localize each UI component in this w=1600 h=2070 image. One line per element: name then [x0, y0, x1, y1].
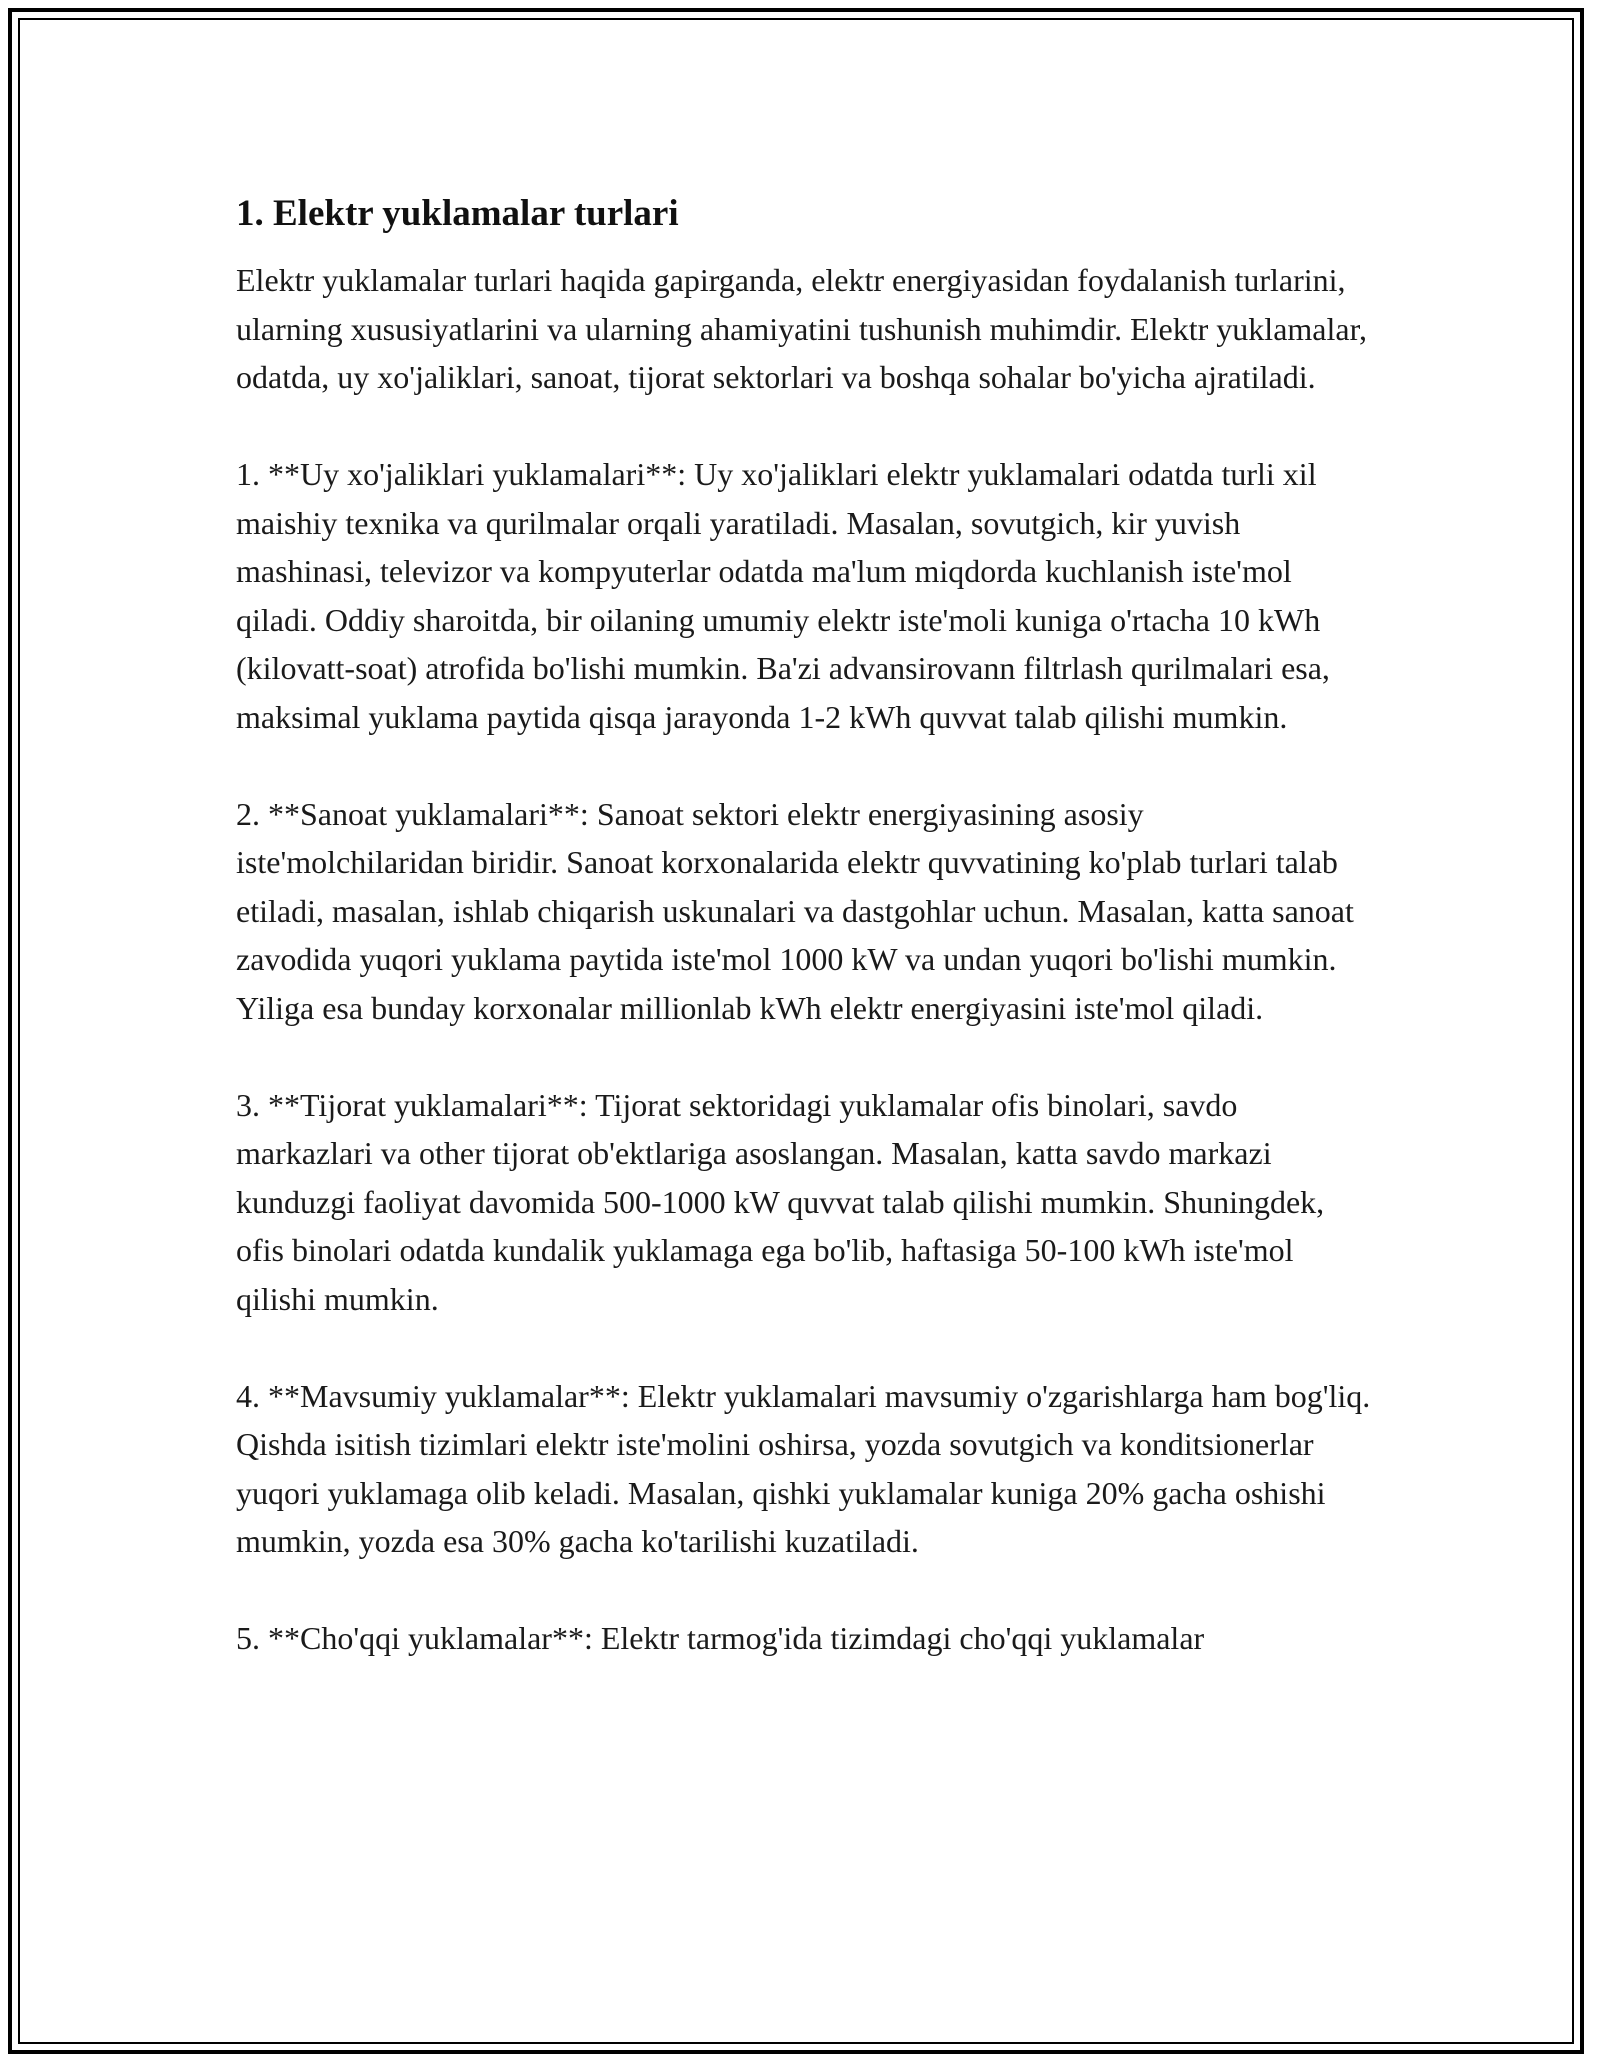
paragraph-household-loads: 1. **Uy xo'jaliklari yuklamalari**: Uy xo'jaliklari elektr yuklamalari odatda turli xil maishiy texnika va qurilmalar orqali yaratiladi. Masalan, sovutgich, kir yuvish mashinasi, televizor va kompyuterlar odatda ma'lum miqdorda kuchlanish iste'mol qiladi. Oddiy sharoitda, bir oilaning umumiy elektr iste'moli kuniga o'rtacha 10 kWh (kilovatt-soat) atrofida bo'lishi mumkin. Ba'zi advansirovann filtrlash qurilmalari esa, maksimal yuklama paytida qisqa jarayonda 1-2 kWh quvvat talab qilishi mumkin. [236, 456, 1330, 735]
section-heading: 1. Elektr yuklamalar turlari [236, 193, 679, 234]
paragraph-industrial-loads: 2. **Sanoat yuklamalari**: Sanoat sektori elektr energiyasining asosiy iste'molchilaridan biridir. Sanoat korxonalarida elektr quvvatining ko'plab turlari talab etiladi, masalan, ishlab chiqarish uskunalari va dastgohlar uchun. Masalan, katta sanoat zavodida yuqori yuklama paytida iste'mol 1000 kW va undan yuqori bo'lishi mumkin. Yiliga esa bunday korxonalar millionlab kWh elektr energiyasini iste'mol qiladi. [236, 795, 1354, 1026]
paragraph-seasonal-loads: 4. **Mavsumiy yuklamalar**: Elektr yuklamalari mavsumiy o'zgarishlarga ham bog'liq. Qishda isitish tizimlari elektr iste'molini oshirsa, yozda sovutgich va konditsionerlar yuqori yuklamaga olib keladi. Masalan, qishki yuklamalar kuniga 20% gacha oshishi mumkin, yozda esa 30% gacha ko'tarilishi kuzatiladi. [236, 1377, 1371, 1559]
document-body [236, 186, 1376, 1663]
paragraph-peak-loads: 5. **Cho'qqi yuklamalar**: Elektr tarmog'ida tizimdagi cho'qqi yuklamalar [236, 1620, 1205, 1656]
paragraph-commercial-loads: 3. **Tijorat yuklamalari**: Tijorat sektoridagi yuklamalar ofis binolari, savdo markazlari va other tijorat ob'ektlariga asoslangan. Masalan, katta savdo markazi kunduzgi faoliyat davomida 500-1000 kW quvvat talab qilishi mumkin. Shuningdek, ofis binolari odatda kundalik yuklamaga ega bo'lib, haftasiga 50-100 kWh iste'mol qilishi mumkin. [236, 1086, 1325, 1317]
intro-paragraph: Elektr yuklamalar turlari haqida gapirganda, elektr energiyasidan foydalanish turlarini, ularning xususiyatlarini va ularning ahamiyatini tushunish muhimdir. Elektr yuklamalar, odatda, uy xo'jaliklari, sanoat, tijorat sektorlari va boshqa sohalar bo'yicha ajratiladi. [236, 262, 1367, 395]
